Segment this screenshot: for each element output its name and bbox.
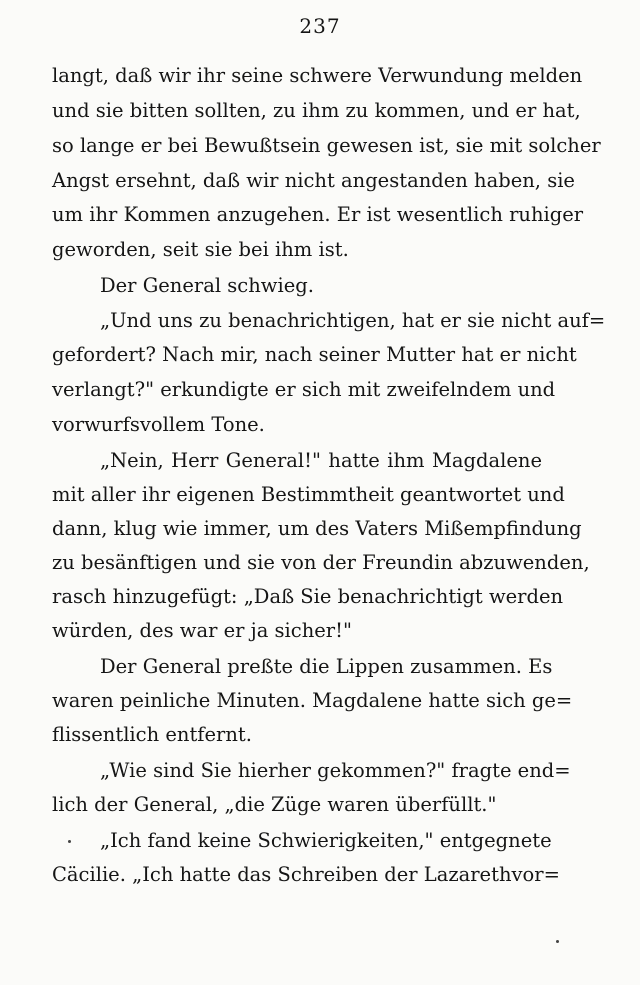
text-line: um ihr Kommen anzugehen. Er ist wesentlich ruhiger [52, 203, 584, 226]
text-line: langt, daß wir ihr seine schwere Verwundung melden [52, 64, 583, 87]
page-number: 237 [299, 14, 341, 38]
text-line: „Und uns zu benachrichtigen, hat er sie nicht auf= [100, 309, 606, 332]
text-line: so lange er bei Bewußtsein gewesen ist, sie mit solcher [52, 134, 601, 157]
text-line: waren peinliche Minuten. Magdalene hatte sich ge= [52, 689, 573, 712]
text-line: geworden, seit sie bei ihm ist. [52, 238, 349, 261]
text-line: Der General preßte die Lippen zusammen. Es [100, 655, 553, 678]
text-line: gefordert? Nach mir, nach seiner Mutter hat er nicht [52, 343, 577, 366]
text-line: verlangt?" erkundigte er sich mit zweifelndem und [52, 378, 556, 401]
text-line: „Ich fand keine Schwierigkeiten," entgegnete [100, 829, 552, 852]
text-line: Cäcilie. „Ich hatte das Schreiben der Lazarethvor= [52, 863, 560, 886]
text-line: dann, klug wie immer, um des Vaters Mißempfindung [52, 517, 582, 540]
text-line: Angst ersehnt, daß wir nicht angestanden haben, sie [52, 169, 575, 192]
text-line: mit aller ihr eigenen Bestimmtheit geantwortet und [52, 483, 565, 506]
text-line: flissentlich entfernt. [52, 723, 252, 746]
ink-speck [556, 940, 559, 943]
text-line: rasch hinzugefügt: „Daß Sie benachrichtigt werden [52, 585, 564, 608]
text-line: „Nein, Herr General!" hatte ihm Magdalene [100, 449, 542, 472]
ink-speck [68, 840, 71, 843]
text-line: und sie bitten sollten, zu ihm zu kommen, und er hat, [52, 99, 581, 122]
text-line: vorwurfsvollem Tone. [52, 413, 265, 436]
text-line: „Wie sind Sie hierher gekommen?" fragte end= [100, 759, 571, 782]
text-line: Der General schwieg. [100, 274, 314, 297]
text-line: zu besänftigen und sie von der Freundin abzuwenden, [52, 551, 590, 574]
text-line: lich der General, „die Züge waren überfüllt." [52, 793, 497, 816]
text-line: würden, des war er ja sicher!" [52, 619, 352, 642]
